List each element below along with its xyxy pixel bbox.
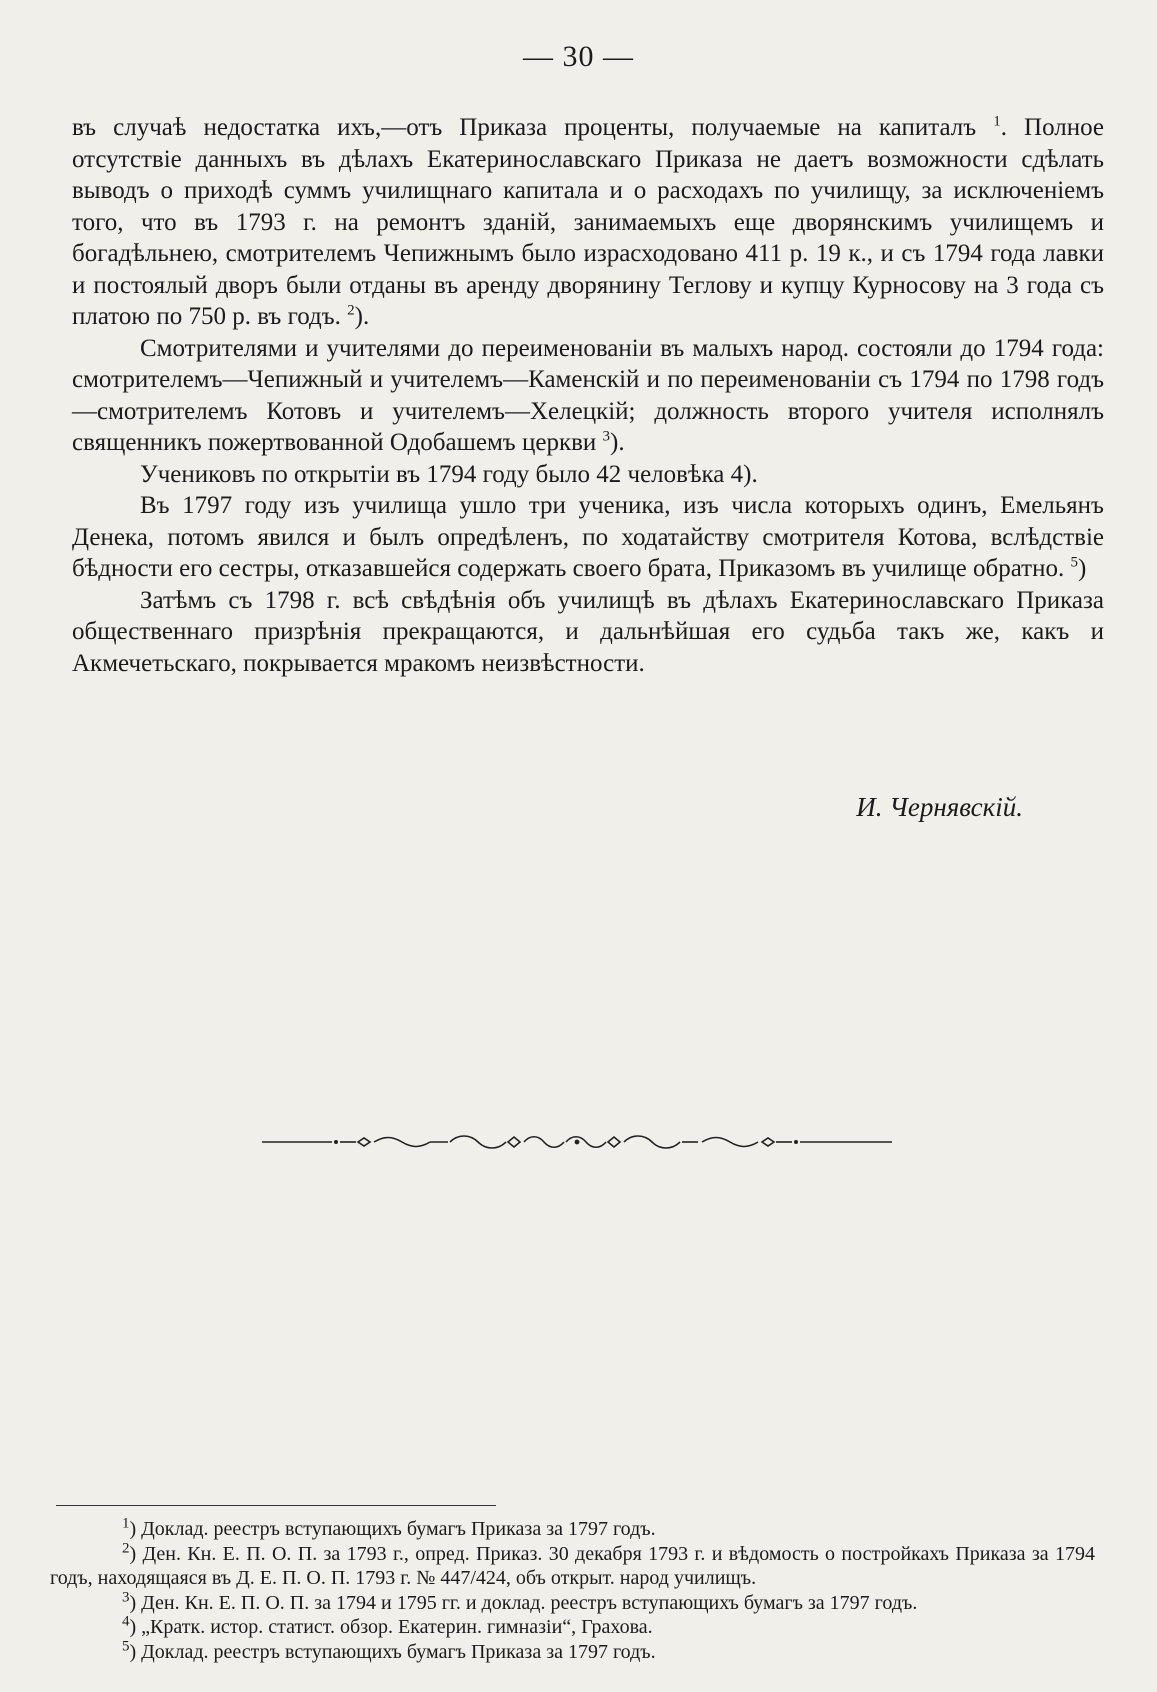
footnote-mark: 4 bbox=[122, 1613, 130, 1630]
paragraph-4 bbox=[72, 490, 1104, 585]
footnote-text: ) „Кратк. истор. статист. обзор. Екатерин. гимназіи“, Грахова. bbox=[129, 1616, 653, 1638]
footnote-mark: 1 bbox=[122, 1515, 130, 1532]
paragraph-text: Затѣмъ съ 1798 г. всѣ свѣдѣнія объ училищѣ въ дѣлахъ Екатеринославскаго Приказа общественнаго призрѣнія прекращаются, и дальнѣйшая его судьба такъ же, какъ и Акмечетьскаго, покрывается мракомъ неизвѣстности. bbox=[72, 586, 1104, 677]
footnote-3 bbox=[50, 1588, 1095, 1616]
footnotes-divider bbox=[56, 1505, 496, 1506]
paragraph-text: ). bbox=[354, 303, 370, 330]
paragraph-1 bbox=[72, 112, 1104, 333]
paragraph-2 bbox=[72, 333, 1104, 459]
footnote-5 bbox=[50, 1637, 1095, 1665]
page-number: — 30 — bbox=[523, 40, 634, 73]
footnote-mark: 2 bbox=[122, 1539, 130, 1556]
footnote-1 bbox=[50, 1517, 1095, 1542]
paragraph-text: Учениковъ по открытіи въ 1794 году было 42 человѣка 4). bbox=[140, 460, 758, 488]
footnote-mark: 5 bbox=[122, 1637, 130, 1654]
ornamental-divider bbox=[262, 1127, 892, 1157]
footnote-text: ) Ден. Кн. Е. П. О. П. за 1793 г., опред. Приказ. 30 декабря 1793 г. и вѣдомость о постройкахъ Приказа за 1794 годъ, находящаяся въ Д. Е. П. О. П. 1793 г. № 447/424, объ открыт. народ училищъ. bbox=[50, 1542, 1095, 1589]
main-text bbox=[72, 112, 1104, 679]
footnote-text: ) Доклад. реестръ вступающихъ бумагъ Приказа за 1797 годъ. bbox=[129, 1518, 656, 1540]
paragraph-text: ) bbox=[1077, 555, 1087, 582]
paragraph-text: Въ 1797 году изъ училища ушло три ученика, изъ числа которыхъ одинъ, Емельянъ Денека, потомъ явился и былъ опредѣленъ, по ходатайству смотрителя Котова, вслѣдствіе бѣдности его сестры, отказавшейся содержать своего брата, Приказомъ въ училище обратно. bbox=[72, 492, 1104, 582]
footnote-4 bbox=[50, 1615, 1095, 1640]
paragraph-text: Смотрителями и учителями до переименованіи въ малыхъ народ. состояли до 1794 года: смотрителемъ—Чепижный и учителемъ—Каменскій и по переименованіи съ 1794 по 1798 годъ—смотрителемъ Котовъ и учителемъ—Хелецкій; должность второго учителя исполнялъ священникъ пожертвованной Одобашемъ церкви bbox=[72, 334, 1104, 456]
paragraph-text: ). bbox=[610, 429, 625, 456]
footnote-ref: 3 bbox=[602, 428, 611, 445]
paragraph-3 bbox=[72, 459, 1104, 491]
footnote-2 bbox=[50, 1539, 1095, 1591]
author-signature: И. Чернявскій. bbox=[856, 792, 1023, 822]
footnote-text: ) Доклад. реестръ вступающихъ бумагъ Приказа за 1797 годъ. bbox=[129, 1640, 656, 1663]
footnote-mark: 3 bbox=[122, 1588, 130, 1605]
paragraph-text: . Полное отсутствіе данныхъ въ дѣлахъ Екатеринославскаго Приказа не даетъ возможности сдѣлать выводъ о приходѣ суммъ училищнаго капитала и о расходахъ по училищу, за исключеніемъ того, что въ 1793 г. на ремонтъ зданій, занимаемыхъ еще дворянскимъ училищемъ и богадѣльнею, смотрителемъ Чепижнымъ было израсходовано 411 р. 19 к., и съ 1794 года лавки и постоялый дворъ были отданы въ аренду дворянину Теглову и купцу Курносову на 3 года съ платою по 750 р. въ годъ. bbox=[72, 114, 1104, 330]
paragraph-5 bbox=[72, 585, 1104, 680]
paragraph-text: въ случаѣ недостатка ихъ,—отъ Приказа проценты, получаемые на капиталъ bbox=[72, 114, 977, 141]
footnote-ref: 5 bbox=[1070, 554, 1078, 571]
footnote-ref: 2 bbox=[347, 302, 355, 319]
footnote-ref: 1 bbox=[993, 113, 1001, 130]
footnote-text: ) Ден. Кн. Е. П. О. П. за 1794 и 1795 гг. и доклад. реестръ вступающихъ бумагъ за 1797 годъ. bbox=[129, 1591, 918, 1614]
footnotes bbox=[50, 1517, 1095, 1664]
